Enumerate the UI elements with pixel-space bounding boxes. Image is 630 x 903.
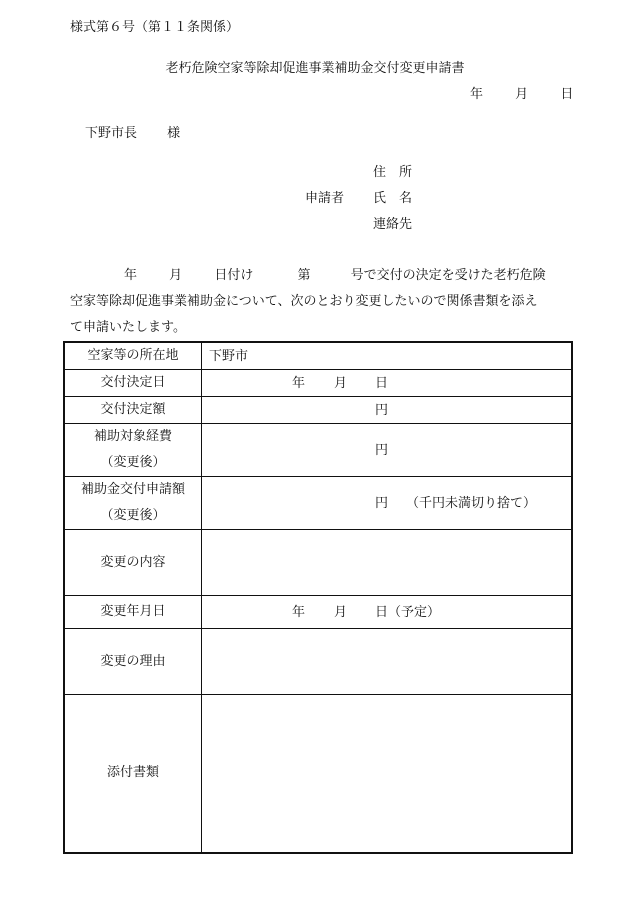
decision-amount-label: 交付決定額: [64, 397, 202, 424]
decision-amount-cell: [202, 397, 573, 424]
request-amount-label-line2: （変更後）: [100, 508, 166, 523]
row-decision-date: [64, 370, 572, 397]
eligible-cost-label-line1: 補助対象経費: [93, 429, 172, 444]
lead-number-suffix: 号で交付の決定を受けた老朽危険: [350, 268, 546, 283]
date-year-label: 年: [470, 87, 484, 102]
applicant-label: 申請者: [305, 191, 345, 206]
decision-date-label: 交付決定日: [64, 370, 202, 397]
location-value-cell: [202, 342, 573, 370]
row-request-amount: [64, 477, 572, 530]
change-date-label: 変更年月日: [64, 596, 202, 629]
row-change-reason: [64, 629, 572, 695]
date-month-label: 月: [515, 87, 529, 102]
row-change-date: [64, 596, 572, 629]
body-line-3: て申請いたします。: [70, 320, 186, 335]
applicant-name-label: 氏 名: [373, 191, 413, 206]
form-title: 老朽危険空家等除却促進事業補助金交付変更申請書: [165, 61, 465, 76]
application-date: [470, 88, 573, 101]
request-amount-cell: [202, 477, 573, 530]
request-amount-label-line1: 補助金交付申請額: [80, 482, 185, 497]
eligible-cost-unit: 円: [375, 443, 389, 458]
change-content-cell: [202, 530, 573, 596]
change-reason-cell: [202, 629, 573, 695]
eligible-cost-label-line2: （変更後）: [100, 455, 166, 470]
application-table: [63, 341, 573, 854]
row-attachments: [64, 695, 572, 853]
request-amount-unit: 円: [375, 496, 389, 511]
request-amount-label: [64, 477, 202, 530]
applicant-contact-label: 連絡先: [373, 217, 413, 232]
location-value: 下野市: [209, 349, 249, 364]
lead-date-suffix: 日付け: [214, 268, 254, 283]
body-line-1: [124, 269, 546, 282]
change-day-label: 日（予定）: [375, 605, 441, 620]
change-reason-label: 変更の理由: [64, 629, 202, 695]
decision-amount-unit: 円: [375, 403, 389, 418]
decision-date-cell: [202, 370, 573, 397]
row-change-content: [64, 530, 572, 596]
body-line-2: 空家等除却促進事業補助金について、次のとおり変更したいので関係書類を添え: [70, 294, 538, 309]
row-location: [64, 342, 572, 370]
lead-year: 年: [124, 268, 138, 283]
applicant-address-label: 住 所: [373, 165, 413, 180]
change-content-label: 変更の内容: [64, 530, 202, 596]
addressee-name: 下野市長: [85, 126, 138, 141]
location-label: 空家等の所在地: [64, 342, 202, 370]
eligible-cost-label: [64, 424, 202, 477]
change-month-label: 月: [334, 605, 348, 620]
request-amount-note: （千円未満切り捨て）: [406, 496, 537, 511]
lead-month: 月: [169, 268, 183, 283]
decision-month-label: 月: [334, 376, 348, 391]
form-number: 様式第６号（第１１条関係）: [70, 20, 240, 35]
decision-year-label: 年: [292, 376, 306, 391]
eligible-cost-cell: [202, 424, 573, 477]
change-year-label: 年: [292, 605, 306, 620]
attachments-cell: [202, 695, 573, 853]
decision-day-label: 日: [375, 376, 389, 391]
row-decision-amount: [64, 397, 572, 424]
attachments-label: 添付書類: [64, 695, 202, 853]
row-eligible-cost: [64, 424, 572, 477]
date-day-label: 日: [560, 87, 574, 102]
lead-number-prefix: 第: [297, 268, 311, 283]
addressee-honorific: 様: [167, 126, 181, 141]
addressee: [85, 127, 180, 140]
change-date-cell: [202, 596, 573, 629]
